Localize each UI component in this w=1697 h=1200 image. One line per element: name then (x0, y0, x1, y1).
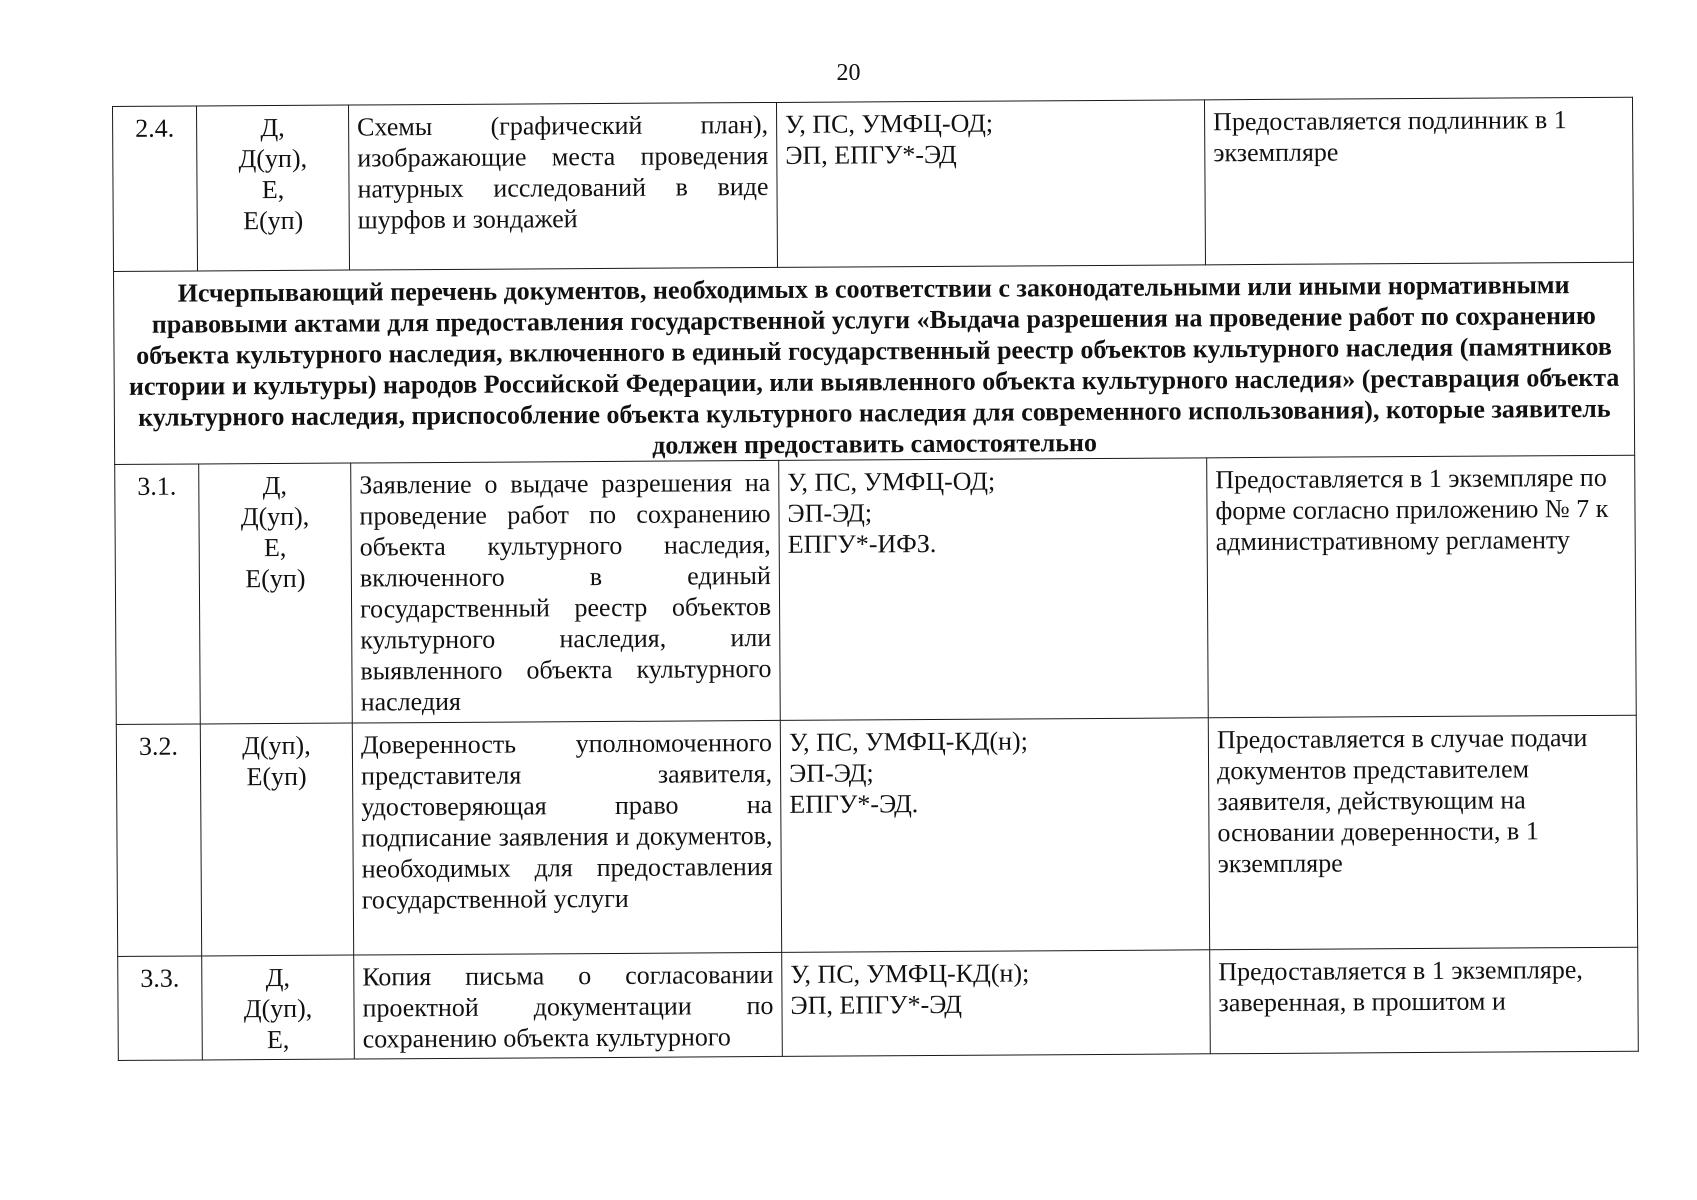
submission-methods (776, 100, 1205, 268)
category-label: Д(уп), (242, 730, 311, 761)
table-row (115, 455, 1637, 724)
method-label: ЭП, ЕПГУ*-ЭД (785, 139, 957, 170)
method-label: ЕПГУ*-ЭД. (789, 789, 919, 819)
category-label: Е, (261, 174, 285, 205)
method-label: У, ПС, УМФЦ-КД(н); (790, 958, 1030, 989)
section-row (114, 262, 1635, 464)
document-name: Заявление о выдаче разрешения на проведение работ по сохранению объекта культурного наследия, включенного в единый государственный реестр объектов культурного наследия, или выявленного объекта культурного наследия (351, 460, 781, 723)
row-number: 3.3. (118, 956, 203, 1061)
category-label: Д, (265, 962, 291, 993)
submission-note: Предоставляется в 1 экземпляре, заверенная, в прошитом и (1210, 947, 1639, 1054)
category-label: Е, (266, 1024, 290, 1055)
method-label: ЭП-ЭД; (789, 758, 874, 788)
category-label: Д(уп), (240, 501, 310, 532)
row-number: 3.2. (116, 724, 201, 957)
category-label: Д(уп), (243, 993, 313, 1024)
method-label: ЭП-ЭД; (787, 498, 873, 528)
document-name: Копия письма о согласовании проектной документации по сохранению объекта культурного (354, 952, 783, 1059)
method-label: ЭП, ЕПГУ*-ЭД (790, 989, 963, 1020)
method-label: У, ПС, УМФЦ-КД(н); (788, 726, 1028, 757)
category-label: Е(уп) (246, 761, 307, 792)
category-label: Д, (262, 470, 288, 501)
submission-methods (780, 718, 1209, 953)
row-number: 2.4. (113, 106, 198, 272)
applicant-categories (199, 463, 353, 724)
submission-methods (782, 950, 1211, 1057)
row-number: 3.1. (115, 464, 201, 725)
document-name: Схемы (графический план), изображающие места проведения натурных исследований в виде шурфов и зондажей (348, 102, 777, 270)
page-number: 20 (836, 60, 861, 86)
submission-note: Предоставляется подлинник в 1 экземпляре (1204, 97, 1633, 265)
category-label: Е(уп) (245, 563, 306, 594)
table-row (113, 97, 1634, 271)
document-name: Доверенность уполномоченного представителя заявителя, удостоверяющая право на подписание заявления и документов, необходимых для предоставления государственной услуги (352, 720, 781, 955)
applicant-categories (202, 955, 355, 1060)
section-title: Исчерпывающий перечень документов, необходимых в соответствии с законодательными или иными нормативными правовыми актами для предоставления государственной услуги «Выдача разрешения на проведение работ по сохранению объекта культурного наследия, включенного в единый государственный реестр объектов культурного наследия (памятников истории и культуры) народов Российской Федерации, или выявленного объекта культурного наследия» (реставрация объекта культурного наследия, приспособление объекта культурного наследия для современного использования), которые заявитель должен предоставить самостоятельно (114, 262, 1635, 464)
method-label: ЕПГУ*-ИФЗ. (787, 528, 937, 559)
documents-table (112, 97, 1639, 1061)
category-label: Е, (263, 532, 287, 563)
submission-methods (779, 458, 1209, 721)
method-label: У, ПС, УМФЦ-ОД; (785, 108, 994, 139)
category-label: Д, (260, 112, 285, 143)
table-row (118, 947, 1639, 1060)
applicant-categories (200, 723, 353, 956)
method-label: У, ПС, УМФЦ-ОД; (787, 466, 996, 497)
applicant-categories (197, 105, 350, 271)
submission-note: Предоставляется в случае подачи документов представителем заявителя, действующим на основании доверенности, в 1 экземпляре (1208, 715, 1637, 950)
submission-note: Предоставляется в 1 экземпляре по форме согласно приложению № 7 к административному регламенту (1207, 455, 1637, 718)
table-row (116, 715, 1637, 956)
category-label: Е(уп) (243, 205, 304, 236)
category-label: Д(уп), (238, 143, 308, 174)
